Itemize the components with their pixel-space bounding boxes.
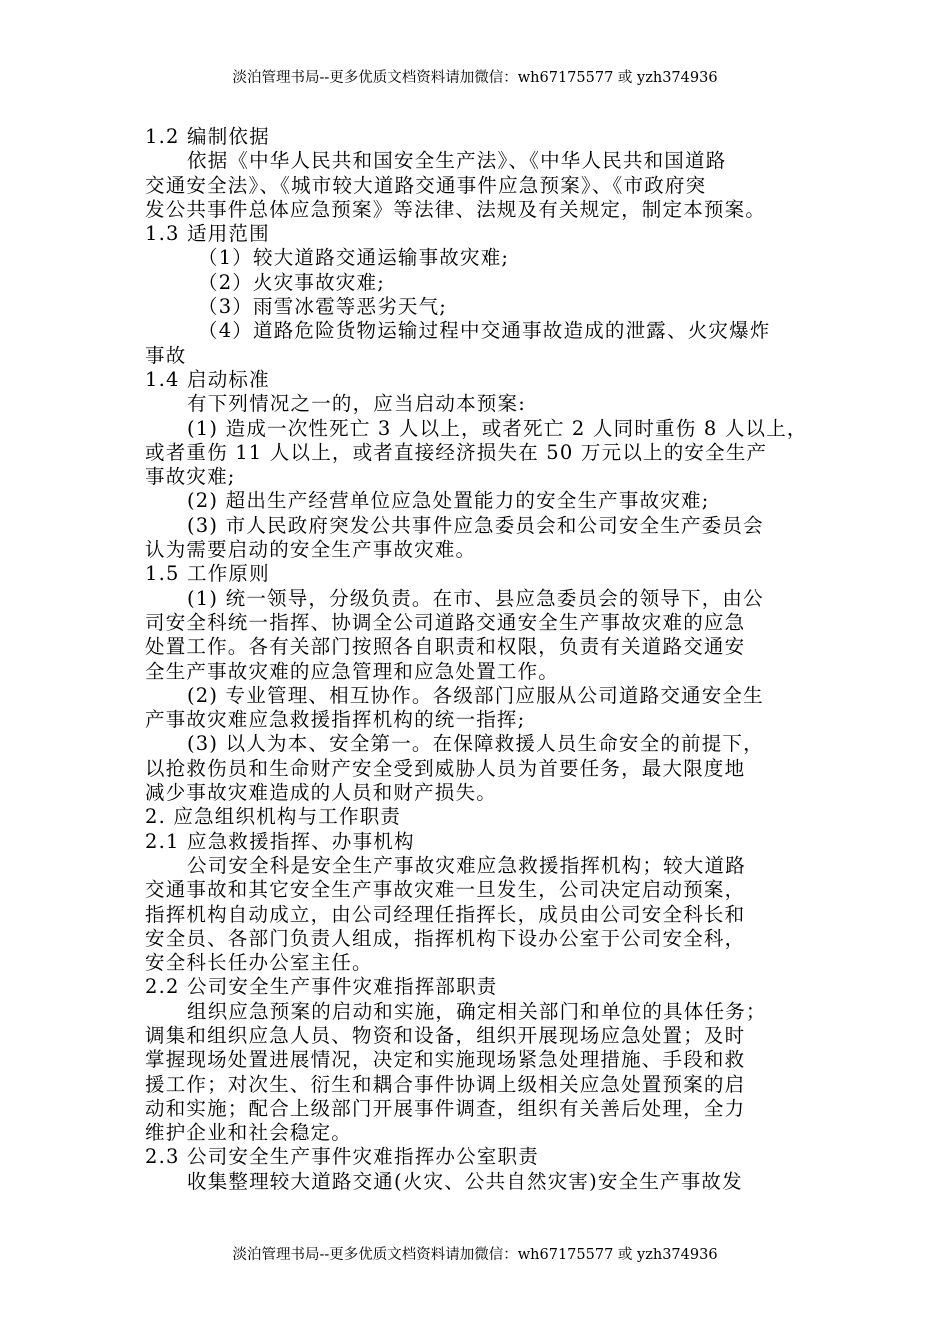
paragraph-line: 事故灾难; (145, 465, 236, 489)
paragraph-line: (1) 造成一次性死亡 3 人以上，或者死亡 2 人同时重伤 8 人以上， (187, 416, 808, 440)
paragraph-line: (3) 以人为本、安全第一。在保障救援人员生命安全的前提下， (187, 732, 764, 756)
paragraph-line: (2) 超出生产经营单位应急处置能力的安全生产事故灾难; (187, 489, 710, 513)
heading-1-4: 1.4 启动标准 (145, 367, 270, 391)
page-header: 淡泊管理书局--更多优质文档资料请加微信：wh67175577 或 yzh374936 (232, 70, 718, 86)
paragraph-line: (3) 市人民政府突发公共事件应急委员会和公司安全生产委员会 (187, 513, 764, 537)
paragraph-line: 以抢救伤员和生命财产安全受到威胁人员为首要任务，最大限度地 (145, 756, 746, 780)
heading-1-2: 1.2 编制依据 (145, 125, 270, 148)
list-item: （1）较大道路交通运输事故灾难; (198, 246, 510, 270)
paragraph-line: 动和实施；配合上级部门开展事件调查，组织有关善后处理，全力 (145, 1096, 746, 1120)
paragraph-line: (2) 专业管理、相互协作。各级部门应服从公司道路交通安全生 (187, 683, 764, 707)
paragraph-line: (1) 统一领导，分级负责。在市、县应急委员会的领导下，由公 (187, 586, 764, 610)
paragraph-line: 援工作；对次生、衍生和耦合事件协调上级相关应急处置预案的启 (145, 1072, 746, 1096)
heading-1-5: 1.5 工作原则 (145, 562, 270, 586)
paragraph-line: 安全员、各部门负责人组成，指挥机构下设办公室于公司安全科， (145, 926, 746, 950)
heading-1-3: 1.3 适用范围 (145, 222, 270, 246)
heading-2-2: 2.2 公司安全生产事件灾难指挥部职责 (145, 975, 498, 999)
heading-2-3: 2.3 公司安全生产事件灾难指挥办公室职责 (145, 1145, 539, 1169)
paragraph-line: 有下列情况之一的，应当启动本预案: (187, 392, 526, 416)
paragraph-line: 发公共事件总体应急预案》等法律、法规及有关规定，制定本预案。 (145, 197, 767, 221)
list-item: （4）道路危险货物运输过程中交通事故造成的泄露、火灾爆炸 (198, 319, 771, 343)
paragraph-line: 组织应急预案的启动和实施，确定相关部门和单位的具体任务； (187, 999, 767, 1023)
paragraph-line: 产事故灾难应急救援指挥机构的统一指挥; (145, 708, 526, 732)
paragraph-line: 掌握现场处置进展情况，决定和实施现场紧急处理措施、手段和救 (145, 1048, 746, 1072)
paragraph-line: 安全科长任办公室主任。 (145, 951, 373, 975)
paragraph-line: 维护企业和社会稳定。 (145, 1121, 353, 1145)
heading-2: 2. 应急组织机构与工作职责 (145, 805, 402, 829)
paragraph-line: 处置工作。各有关部门按照各自职责和权限，负责有关道路交通安 (145, 635, 746, 659)
paragraph-line: 司安全科统一指挥、协调全公司道路交通安全生产事故灾难的应急 (145, 610, 746, 634)
paragraph-line: 交通安全法》、《城市较大道路交通事件应急预案》、《市政府突 (145, 173, 707, 197)
paragraph-line: 调集和组织应急人员、物资和设备，组织开展现场应急处置；及时 (145, 1023, 746, 1047)
list-item-continuation: 事故 (145, 343, 187, 367)
paragraph-line: 减少事故灾难造成的人员和财产损失。 (145, 781, 497, 805)
paragraph-line: 或者重伤 11 人以上，或者直接经济损失在 50 万元以上的安全生产 (145, 440, 768, 464)
document-body (145, 125, 810, 1194)
list-item: （2）火灾事故灾难; (198, 270, 385, 294)
paragraph-line: 交通事故和其它安全生产事故灾难一旦发生，公司决定启动预案， (145, 878, 746, 902)
paragraph-line: 公司安全科是安全生产事故灾难应急救援指挥机构；较大道路 (187, 853, 746, 877)
paragraph-line: 指挥机构自动成立，由公司经理任指挥长，成员由公司安全科长和 (145, 902, 746, 926)
paragraph-line: 依据《中华人民共和国安全生产法》、《中华人民共和国道路 (187, 149, 727, 173)
page-footer: 淡泊管理书局--更多优质文档资料请加微信：wh67175577 或 yzh374936 (232, 1247, 718, 1263)
paragraph-line: 认为需要启动的安全生产事故灾难。 (145, 538, 477, 562)
paragraph-line: 全生产事故灾难的应急管理和应急处置工作。 (145, 659, 560, 683)
paragraph-line: 收集整理较大道路交通(火灾、公共自然灾害)安全生产事故发 (187, 1169, 743, 1193)
list-item: （3）雨雪冰雹等恶劣天气; (198, 295, 448, 319)
heading-2-1: 2.1 应急救援指挥、办事机构 (145, 829, 415, 853)
